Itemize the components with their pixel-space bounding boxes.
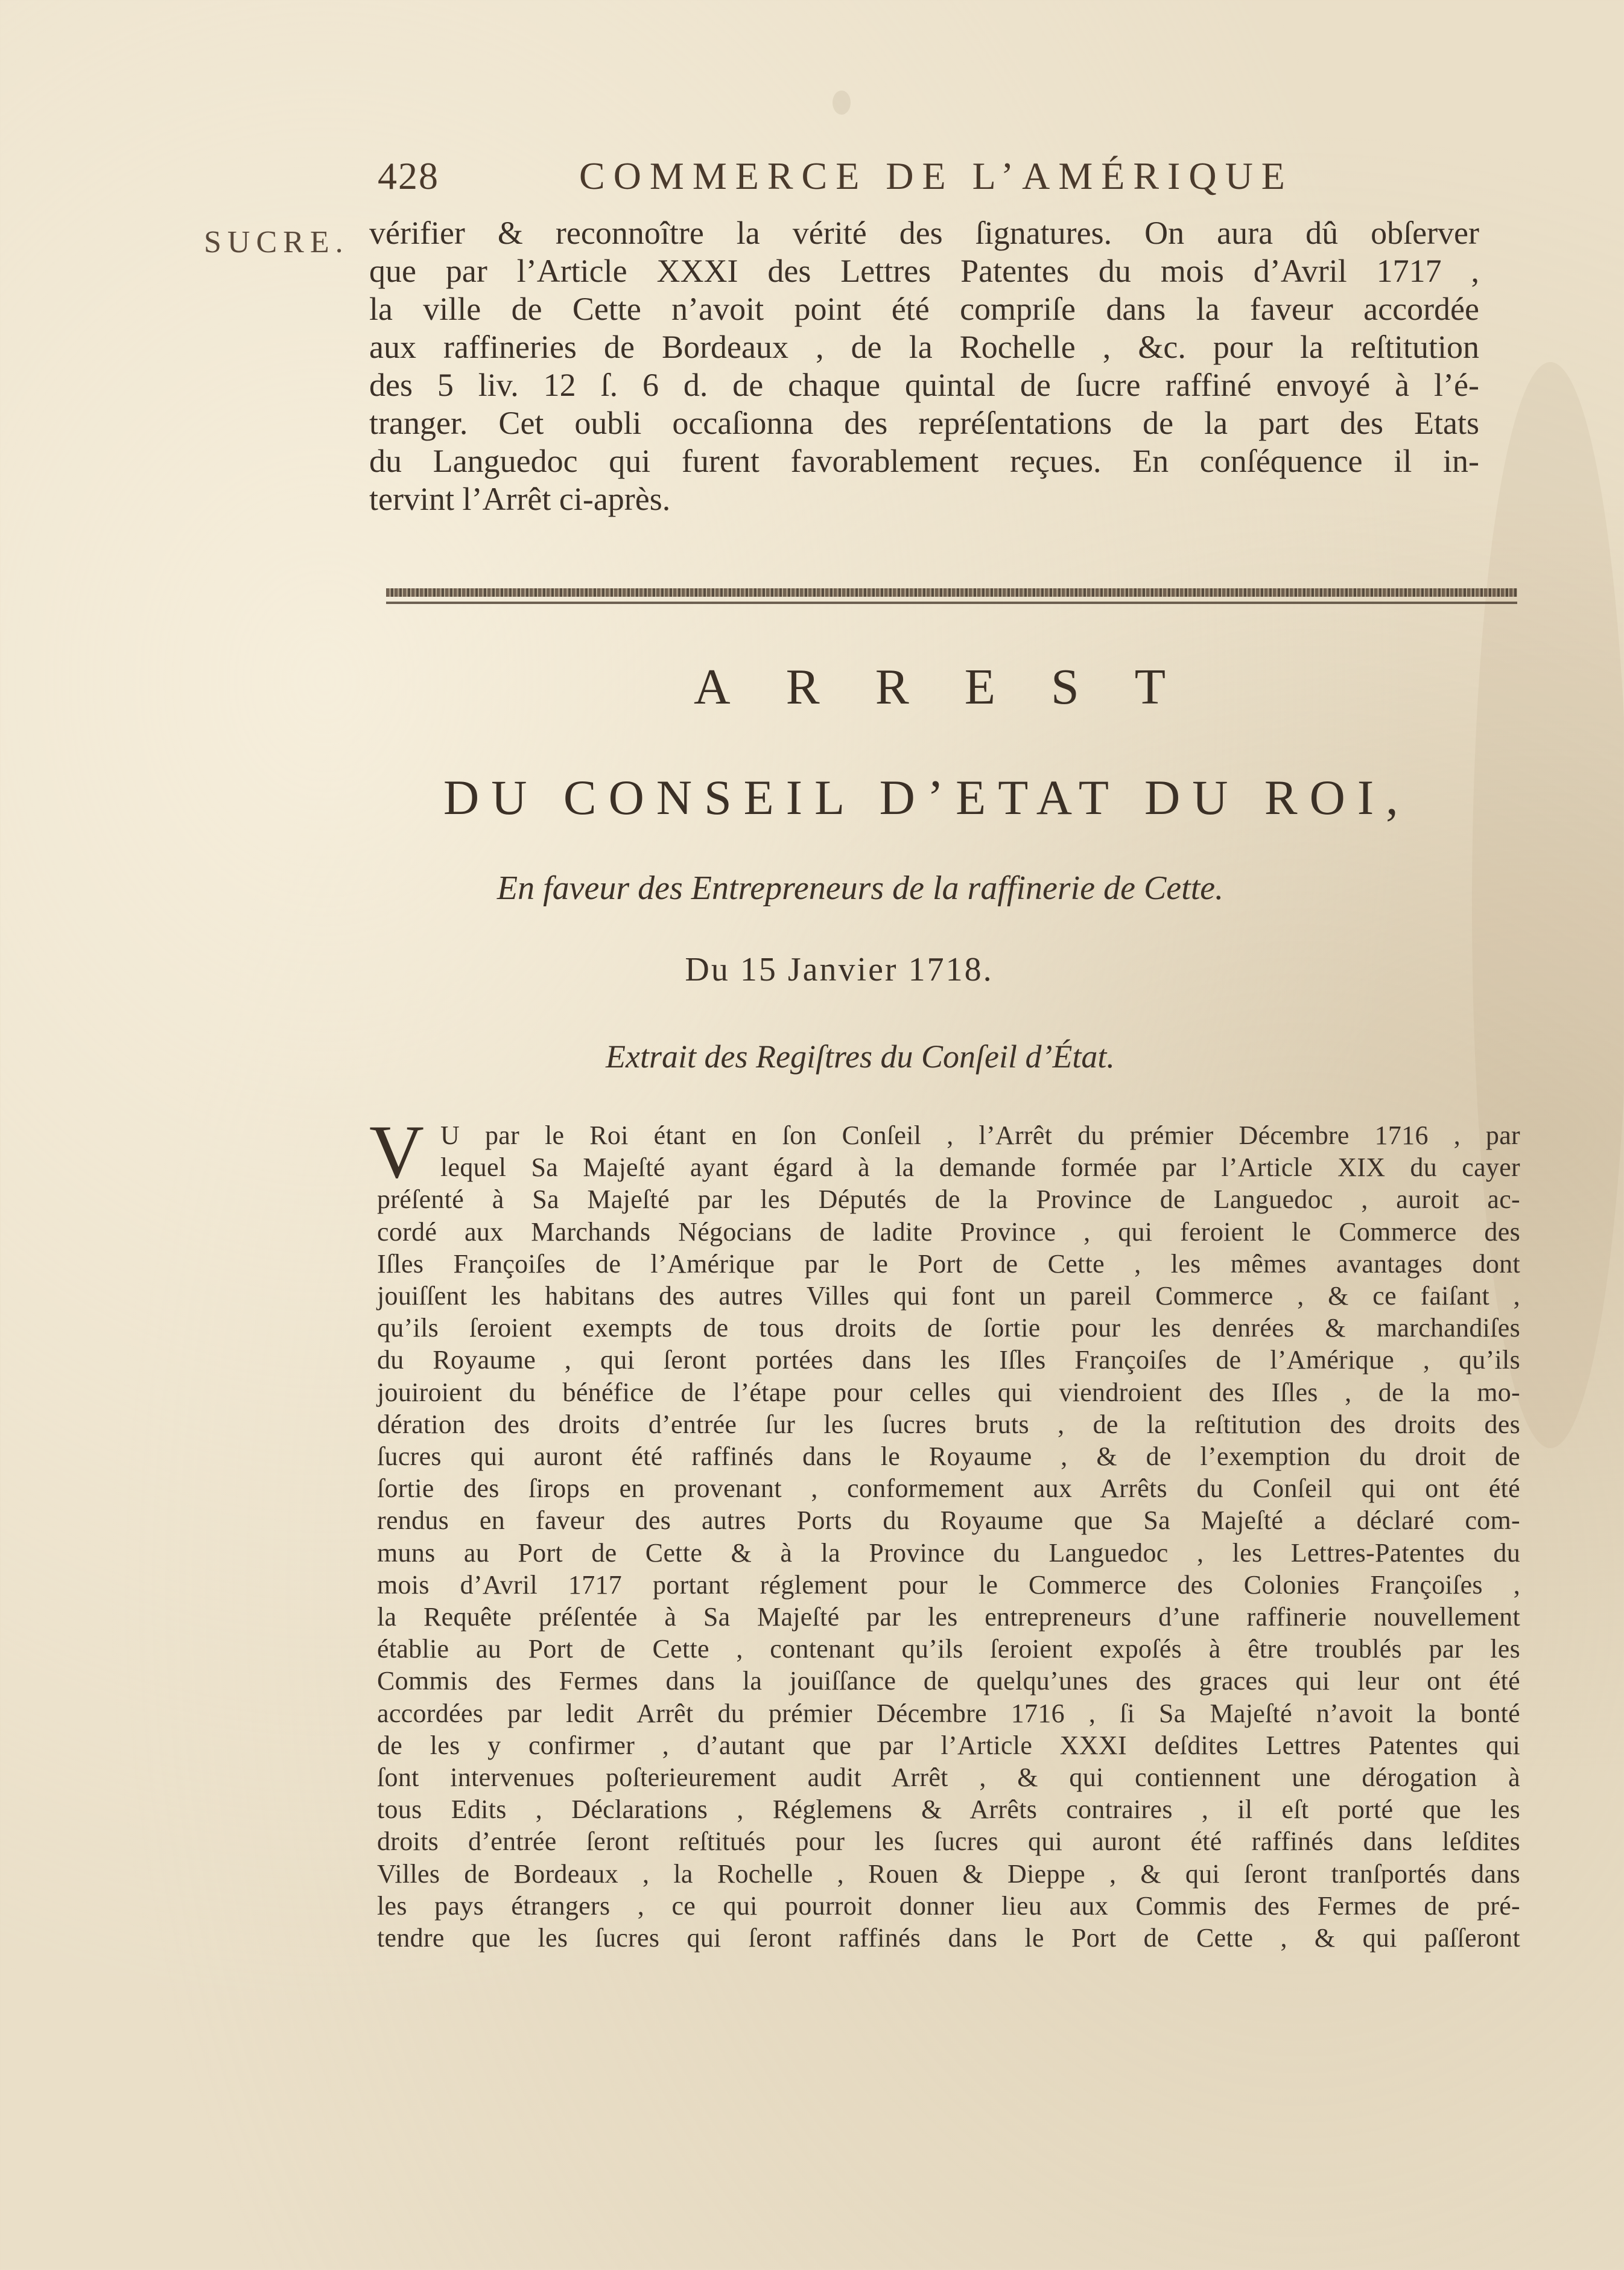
text-line: la ville de Cette n’avoit point été compriſe dans la faveur accordée: [369, 291, 1479, 327]
text-line: de les y confirmer , d’autant que par l’Article XXXI deſdites Lettres Patentes qui: [377, 1730, 1520, 1760]
arrest-subtitle: DU CONSEIL D’ETAT DU ROI,: [443, 770, 1410, 825]
paper-stain: [833, 91, 851, 115]
text-line: ſortie des ſirops en provenant , conformement aux Arrêts du Conſeil qui ont été: [377, 1474, 1520, 1504]
text-line: des 5 liv. 12 ſ. 6 d. de chaque quintal de ſucre raffiné envoyé à l’é-: [369, 367, 1479, 403]
extract-line: Extrait des Regiſtres du Conſeil d’État.: [606, 1038, 1115, 1075]
text-line: tous Edits , Déclarations , Réglemens & Arrêts contraires , il eſt porté que les: [377, 1795, 1520, 1825]
text-line: ſucres qui auront été raffinés dans le Royaume , & de l’exemption du droit de: [377, 1442, 1520, 1472]
running-title: COMMERCE DE L’AMÉRIQUE: [579, 154, 1293, 197]
text-line: préſenté à Sa Majeſté par les Députés de la Province de Languedoc , auroit ac-: [377, 1184, 1520, 1215]
text-line: Villes de Bordeaux , la Rochelle , Rouen & Dieppe , & qui ſeront tranſportés dans: [377, 1858, 1520, 1889]
arrest-title: ARREST: [694, 659, 1222, 715]
text-line: mois d’Avril 1717 portant réglement pour le Commerce des Colonies Françoiſes ,: [377, 1569, 1520, 1600]
rule-line: [386, 602, 1517, 604]
text-line: Commis des Fermes dans la jouiſſance de quelqu’unes des graces qui leur ont été: [377, 1666, 1520, 1696]
in-favour-line: En faveur des Entrepreneurs de la raffinerie de Cette.: [496, 870, 1224, 907]
text-line: muns au Port de Cette & à la Province du Languedoc , les Lettres-Patentes du: [377, 1537, 1520, 1568]
text-line: vérifier & reconnoître la vérité des ſignatures. On aura dû obſerver: [369, 215, 1479, 251]
text-line: ſont intervenues poſterieurement audit Arrêt , & qui contiennent une dérogation à: [377, 1763, 1520, 1793]
intro-paragraph: [369, 214, 1479, 518]
drop-cap: V: [369, 1110, 424, 1194]
text-line: Iſles Françoiſes de l’Amérique par le Port de Cette , les mêmes avantages dont: [377, 1248, 1520, 1279]
text-line: tendre que les ſucres qui ſeront raffinés dans le Port de Cette , & qui paſſeront: [377, 1923, 1520, 1953]
text-line: du Royaume , qui ſeront portées dans les Iſles Françoiſes de l’Amérique , qu’ils: [377, 1345, 1520, 1375]
ornamental-rule: [386, 588, 1517, 609]
page-number: 428: [378, 154, 439, 197]
page-header: [368, 154, 1394, 202]
text-line: cordé aux Marchands Négocians de ladite Province , qui feroient le Commerce des: [377, 1216, 1520, 1247]
text-line: lequel Sa Majeſté ayant égard à la demande formée par l’Article XIX du cayer: [440, 1152, 1520, 1183]
text-line: jouiſſent les habitans des autres Villes qui font un pareil Commerce , & ce faiſant ,: [377, 1281, 1520, 1311]
date-line: Du 15 Janvier 1718.: [685, 951, 994, 988]
rule-band: [386, 588, 1517, 597]
text-line: tervint l’Arrêt ci-après.: [369, 481, 671, 517]
text-line: aux raffineries de Bordeaux , de la Rochelle , &c. pour la reſtitution: [369, 329, 1479, 365]
text-line: U par le Roi étant en ſon Conſeil , l’Arrêt du prémier Décembre 1716 , par: [440, 1121, 1520, 1150]
text-line: la Requête préſentée à Sa Majeſté par les entrepreneurs d’une raffinerie nouvellement: [377, 1602, 1520, 1632]
decree-body: [377, 1119, 1520, 1954]
text-line: accordées par ledit Arrêt du prémier Décembre 1716 , ſi Sa Majeſté n’avoit la bonté: [377, 1698, 1520, 1728]
text-line: tranger. Cet oubli occaſionna des repréſentations de la part des Etats: [369, 405, 1479, 441]
text-line: les pays étrangers , ce qui pourroit donner lieu aux Commis des Fermes de pré-: [377, 1890, 1520, 1921]
text-line: droits d’entrée ſeront reſtitués pour les ſucres qui auront été raffinés dans leſdites: [377, 1826, 1520, 1857]
text-line: rendus en faveur des autres Ports du Royaume que Sa Majeſté a déclaré com-: [377, 1505, 1520, 1536]
text-line: dération des droits d’entrée ſur les ſucres bruts , de la reſtitution des droits des: [377, 1409, 1520, 1439]
text-line: jouiroient du bénéfice de l’étape pour celles qui viendroient des Iſles , de la mo-: [377, 1377, 1520, 1407]
text-line: qu’ils ſeroient exempts de tous droits de ſortie pour les denrées & marchandiſes: [377, 1313, 1520, 1343]
text-line: que par l’Article XXXI des Lettres Patentes du mois d’Avril 1717 ,: [369, 253, 1479, 289]
margin-note: SUCRE.: [204, 225, 349, 259]
text-line: du Languedoc qui furent favorablement reçues. En conſéquence il in-: [369, 443, 1479, 479]
text-line: établie au Port de Cette , contenant qu’ils ſeroient expoſés à être troublés par les: [377, 1634, 1520, 1664]
